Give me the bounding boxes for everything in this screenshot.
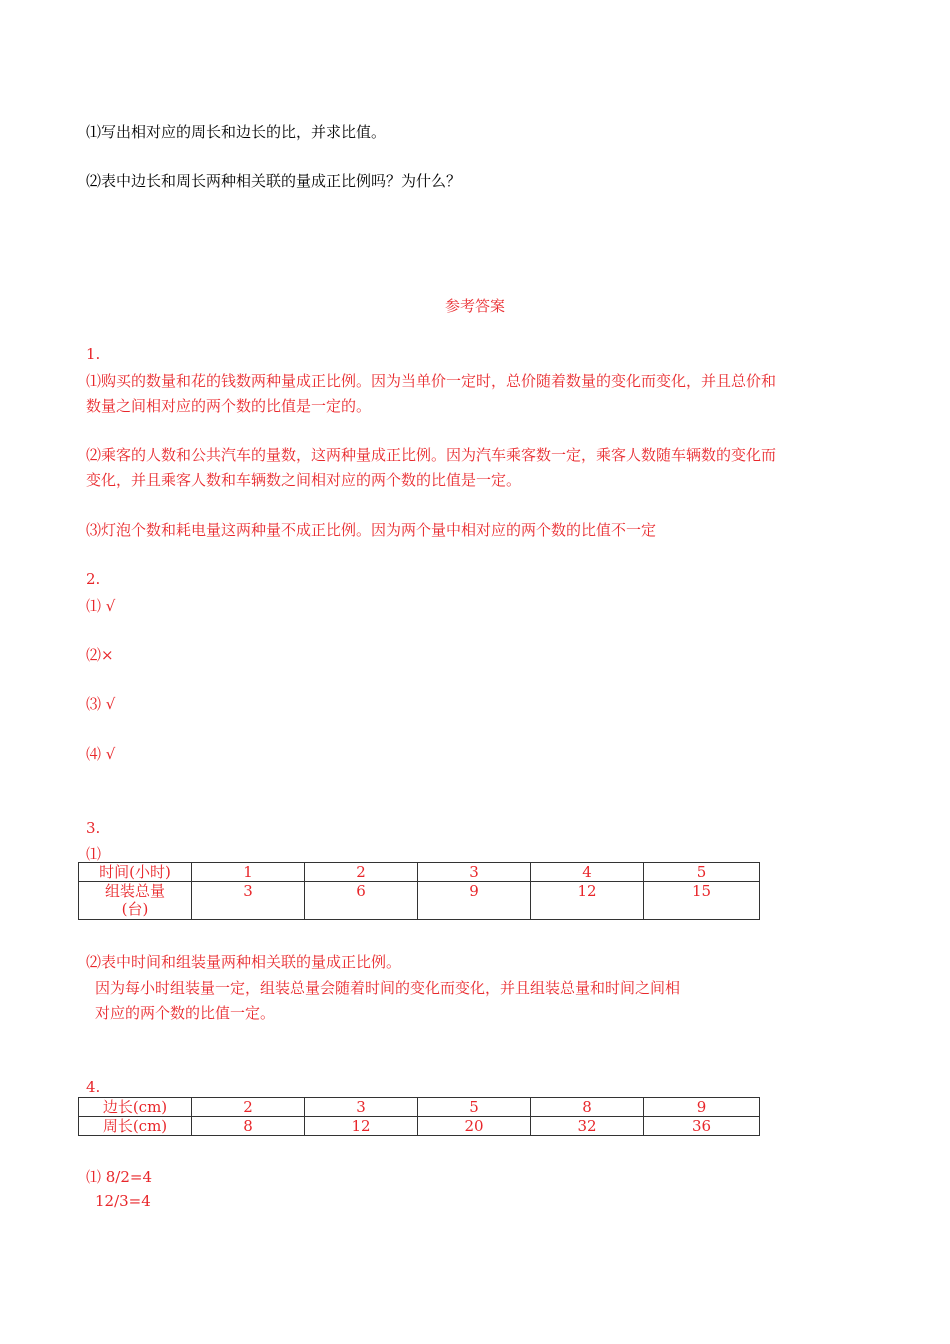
- table-header-assembly-line2: (台): [121, 900, 149, 918]
- answer-3-reason-line2: 对应的两个数的比值一定。: [95, 1004, 276, 1022]
- table-cell: 2: [192, 1098, 305, 1117]
- table-header-perimeter: 周长(cm): [79, 1117, 192, 1136]
- table-row: [79, 863, 760, 882]
- table-row: [79, 1098, 760, 1117]
- table-cell: 2: [305, 863, 418, 882]
- table-cell: 9: [418, 882, 531, 920]
- table-cell: 36: [644, 1117, 760, 1136]
- table-header-time: 时间(小时): [79, 863, 192, 882]
- table-cell: 9: [644, 1098, 760, 1117]
- answer-1-part2-line1: ⑵乘客的人数和公共汽车的量数，这两种量成正比例。因为汽车乘客数一定，乘客人数随车辆数的变化而: [86, 446, 777, 464]
- table-cell: 12: [531, 882, 644, 920]
- answer-title: 参考答案: [444, 297, 505, 315]
- side-perimeter-table: [78, 1097, 760, 1136]
- answer-1-part3: ⑶灯泡个数和耗电量这两种量不成正比例。因为两个量中相对应的两个数的比值不一定: [86, 521, 657, 539]
- answer-3-number: 3.: [86, 819, 101, 837]
- answer-1-part1-line2: 数量之间相对应的两个数的比值是一定的。: [86, 397, 372, 415]
- answer-2-item-1: ⑴ √: [86, 597, 116, 615]
- table-cell: 15: [644, 882, 760, 920]
- table-cell: 8: [192, 1117, 305, 1136]
- answer-3-sub2: ⑵表中时间和组装量两种相关联的量成正比例。: [86, 953, 402, 971]
- answer-2-item-3: ⑶ √: [86, 695, 116, 713]
- table-cell: 4: [531, 863, 644, 882]
- question-1: ⑴写出相对应的周长和边长的比，并求比值。: [86, 123, 387, 141]
- answer-1-part1-line1: ⑴购买的数量和花的钱数两种量成正比例。因为当单价一定时，总价随着数量的变化而变化，并且总价和: [86, 372, 777, 390]
- table-cell: 3: [418, 863, 531, 882]
- answer-4-calc-1: ⑴ 8/2=4: [86, 1168, 153, 1186]
- table-header-assembly-total: [79, 882, 192, 920]
- table-cell: 12: [305, 1117, 418, 1136]
- table-cell: 5: [418, 1098, 531, 1117]
- answer-3-sub1: ⑴: [86, 845, 102, 863]
- table-cell: 20: [418, 1117, 531, 1136]
- question-2: ⑵表中边长和周长两种相关联的量成正比例吗？为什么？: [86, 172, 462, 190]
- answer-4-calc-2: 12/3=4: [95, 1192, 151, 1210]
- table-header-assembly-line1: 组装总量: [104, 882, 165, 900]
- table-header-side-length: 边长(cm): [79, 1098, 192, 1117]
- table-cell: 5: [644, 863, 760, 882]
- answer-2-item-2: ⑵×: [86, 646, 114, 664]
- time-assembly-table: [78, 862, 760, 920]
- table-row: [79, 1117, 760, 1136]
- table-cell: 8: [531, 1098, 644, 1117]
- table-cell: 6: [305, 882, 418, 920]
- answer-1-part2-line2: 变化，并且乘客人数和车辆数之间相对应的两个数的比值是一定。: [86, 471, 522, 489]
- table-cell: 1: [192, 863, 305, 882]
- answer-2-item-4: ⑷ √: [86, 745, 116, 763]
- table-cell: 3: [192, 882, 305, 920]
- table-cell: 32: [531, 1117, 644, 1136]
- answer-2-number: 2.: [86, 570, 101, 588]
- answer-3-reason-line1: 因为每小时组装量一定，组装总量会随着时间的变化而变化，并且组装总量和时间之间相: [95, 979, 681, 997]
- answer-1-number: 1.: [86, 345, 101, 363]
- table-row: [79, 882, 760, 920]
- answer-4-number: 4.: [86, 1078, 101, 1096]
- table-cell: 3: [305, 1098, 418, 1117]
